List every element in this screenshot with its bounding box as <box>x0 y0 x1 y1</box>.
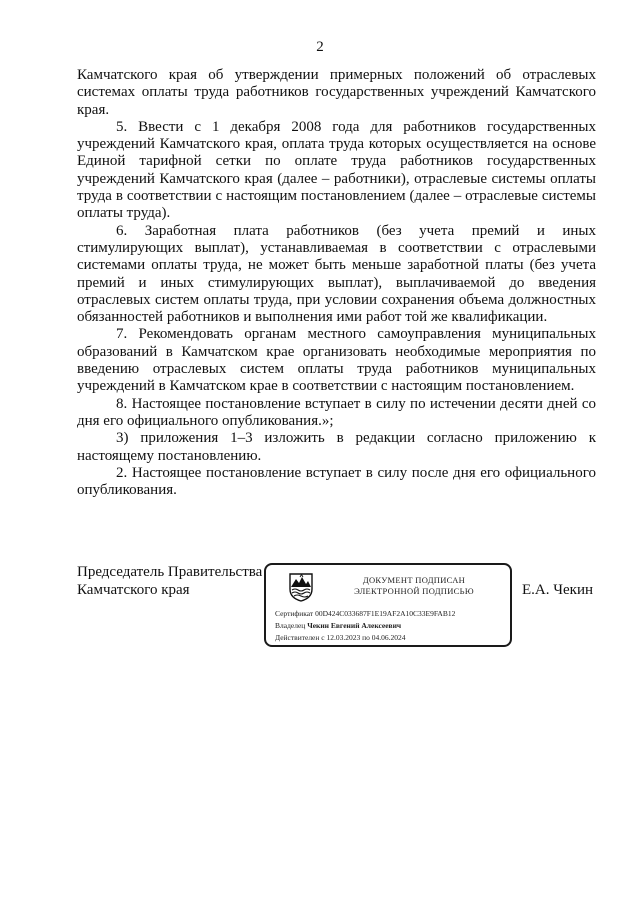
validity-to: 04.06.2024 <box>371 633 406 642</box>
paragraph: 8. Настоящее постановление вступает в силу по истечении десяти дней со дня его официального опубликования.»; <box>77 395 596 429</box>
paragraph: 3) приложения 1–3 изложить в редакции согласно приложению к настоящему постановлению. <box>77 430 596 464</box>
stamp-owner-row <box>275 620 507 632</box>
stamp-header-line: ЭЛЕКТРОННОЙ ПОДПИСЬЮ <box>354 586 474 596</box>
electronic-signature-stamp <box>264 563 512 647</box>
paragraph: 7. Рекомендовать органам местного самоуправления муниципальных образований в Камчатском крае организовать необходимые мероприятия по введению отраслевых систем оплаты труда работников муниципальных учреждений в Камчатском крае в соответствии с настоящим постановлением. <box>77 326 596 395</box>
paragraph: 6. Заработная плата работников (без учета премий и иных стимулирующих выплат), устанавливаемая в соответствии с отраслевыми системами оплаты труда, не может быть меньше заработной платы (без учета премий и иных стимулирующих выплат), выплачиваемой до введения отраслевых систем оплаты труда, при условии сохранения объема должностных обязанностей работников и выполнения ими работ той же квалификации. <box>77 222 596 326</box>
certificate-value: 00D424C033687F1E19AF2A10C33E9FAB12 <box>315 609 456 618</box>
stamp-header-line: ДОКУМЕНТ ПОДПИСАН <box>362 575 466 585</box>
owner-value: Чекин Евгений Алексеевич <box>307 621 402 630</box>
signer-title-line: Председатель Правительства <box>77 564 263 580</box>
coat-of-arms-icon <box>286 572 316 602</box>
validity-label: Действителен <box>275 633 320 642</box>
stamp-certificate-row <box>275 608 507 620</box>
paragraph: 2. Настоящее постановление вступает в силу после дня его официального опубликования. <box>77 464 596 499</box>
paragraph: 5. Ввести с 1 декабря 2008 года для работников государственных учреждений Камчатского края, оплата труда которых осуществляется на основе Единой тарифной сетки по оплате труда работников государственных учреждений Камчатского края (далее – работники), отраслевые системы оплаты труда в соответствии с настоящим постановлением (далее – отраслевые системы оплаты труда). <box>77 118 596 222</box>
stamp-header <box>324 575 504 597</box>
paragraph: Камчатского края об утверждении примерных положений об отраслевых системах оплаты труда работников государственных учреждений Камчатского края. <box>77 67 596 118</box>
stamp-validity-row <box>275 632 507 644</box>
owner-label: Владелец <box>275 621 306 630</box>
validity-to-prefix: по <box>362 633 370 642</box>
signer-title <box>77 563 262 599</box>
validity-from: 12.03.2023 <box>326 633 361 642</box>
certificate-label: Сертификат <box>275 609 314 618</box>
page-number: 2 <box>316 39 324 55</box>
signer-title-line: Камчатского края <box>77 582 190 598</box>
validity-from-prefix: с <box>321 633 325 642</box>
stamp-details <box>275 608 507 644</box>
signer-name: Е.А. Чекин <box>522 582 593 598</box>
document-body <box>77 67 596 499</box>
